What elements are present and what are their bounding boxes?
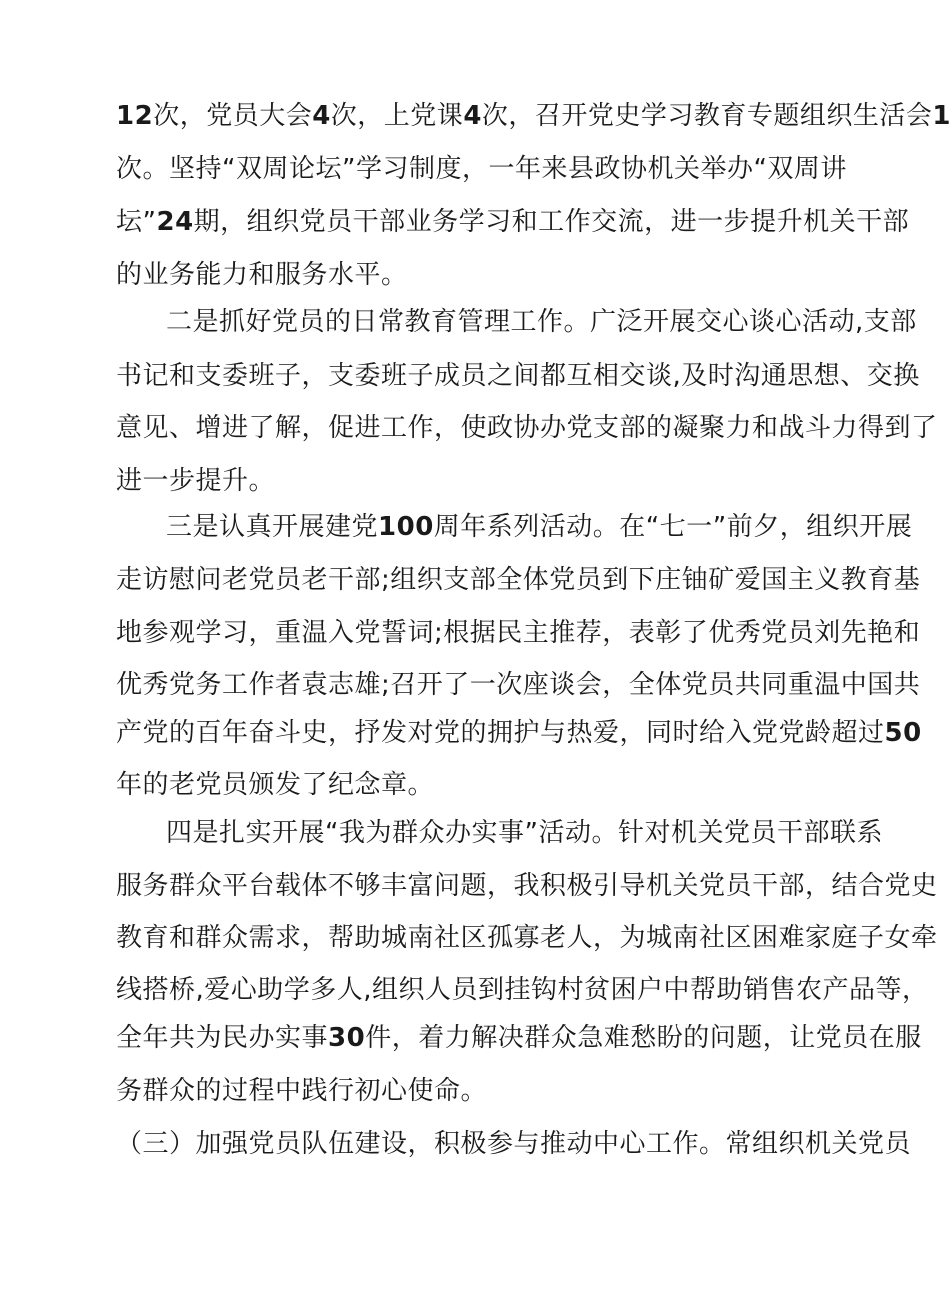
text-segment: 书记和支委班子，支委班子成员之间都互相交谈,及时沟通思想、交换	[116, 361, 920, 391]
text-line	[116, 258, 408, 292]
text-line	[116, 921, 938, 955]
text-line	[116, 411, 938, 445]
text-segment: 坛”	[116, 207, 157, 237]
text-line	[116, 616, 920, 650]
text-line	[116, 464, 275, 498]
text-segment: （三）加强党员队伍建设，积极参与推动中心工作。常组织机关党员	[116, 1129, 912, 1159]
text-line	[116, 869, 938, 903]
text-line	[116, 1021, 922, 1055]
text-line	[116, 152, 847, 186]
text-segment: 次。坚持“双周论坛”学习制度，一年来县政协机关举办“双周讲	[116, 154, 847, 184]
text-segment: 件，着力解决群众急难愁盼的问题，让党员在服	[365, 1023, 922, 1053]
number-text: 4	[463, 101, 482, 131]
number-text: 100	[378, 512, 434, 542]
text-line	[116, 716, 922, 750]
text-line	[116, 205, 909, 239]
text-line	[116, 359, 920, 393]
text-segment: 周年系列活动。在“七一”前夕，组织开展	[433, 512, 913, 542]
text-line	[116, 99, 951, 133]
number-text: 1	[932, 101, 951, 131]
text-segment: 服务群众平台载体不够丰富问题，我积极引导机关党员干部，结合党史	[116, 871, 938, 901]
paragraph-start-line	[166, 305, 917, 339]
text-line	[116, 973, 929, 1007]
text-segment: 次，召开党史学习教育专题组织生活会	[481, 101, 933, 131]
paragraph-start-line	[166, 816, 883, 850]
text-segment: 教育和群众需求，帮助城南社区孤寡老人，为城南社区困难家庭子女牵	[116, 923, 938, 953]
text-segment: 次，党员大会	[153, 101, 313, 131]
text-line	[116, 1074, 487, 1108]
text-segment: 务群众的过程中践行初心使命。	[116, 1076, 488, 1106]
text-segment: 四是扎实开展“我为群众办实事”活动。针对机关党员干部联系	[166, 818, 883, 848]
text-line	[116, 768, 434, 802]
text-segment: 地参观学习，重温入党誓词;根据民主推荐，表彰了优秀党员刘先艳和	[116, 618, 921, 648]
text-segment: 产党的百年奋斗史，抒发对党的拥护与热爱，同时给入党党龄超过	[116, 718, 885, 748]
text-line	[116, 668, 920, 702]
text-segment: 意见、增进了解，促进工作，使政协办党支部的凝聚力和战斗力得到了	[116, 413, 938, 443]
text-segment: 次，上党课	[330, 101, 464, 131]
number-text: 4	[312, 101, 331, 131]
text-segment: 年的老党员颁发了纪念章。	[116, 770, 435, 800]
text-segment: 线搭桥,爱心助学多人,组织人员到挂钩村贫困户中帮助销售农产品等，	[116, 975, 929, 1005]
text-segment: 进一步提升。	[116, 466, 276, 496]
section-heading-line	[116, 1127, 911, 1161]
number-text: 24	[156, 207, 194, 237]
text-segment: 三是认真开展建党	[166, 512, 379, 542]
text-segment: 走访慰问老党员老干部;组织支部全体党员到下庄铀矿爱国主义教育基	[116, 565, 921, 595]
text-segment: 优秀党务工作者袁志雄;召开了一次座谈会，全体党员共同重温中国共	[116, 670, 921, 700]
number-text: 12	[116, 101, 154, 131]
number-text: 50	[884, 718, 922, 748]
text-segment: 全年共为民办实事	[116, 1023, 329, 1053]
text-segment: 的业务能力和服务水平。	[116, 260, 408, 290]
paragraph-start-line	[166, 510, 912, 544]
number-text: 30	[328, 1023, 366, 1053]
text-line	[116, 563, 920, 597]
text-segment: 二是抓好党员的日常教育管理工作。广泛开展交心谈心活动,支部	[166, 307, 917, 337]
text-segment: 期，组织党员干部业务学习和工作交流，进一步提升机关干部	[193, 207, 910, 237]
